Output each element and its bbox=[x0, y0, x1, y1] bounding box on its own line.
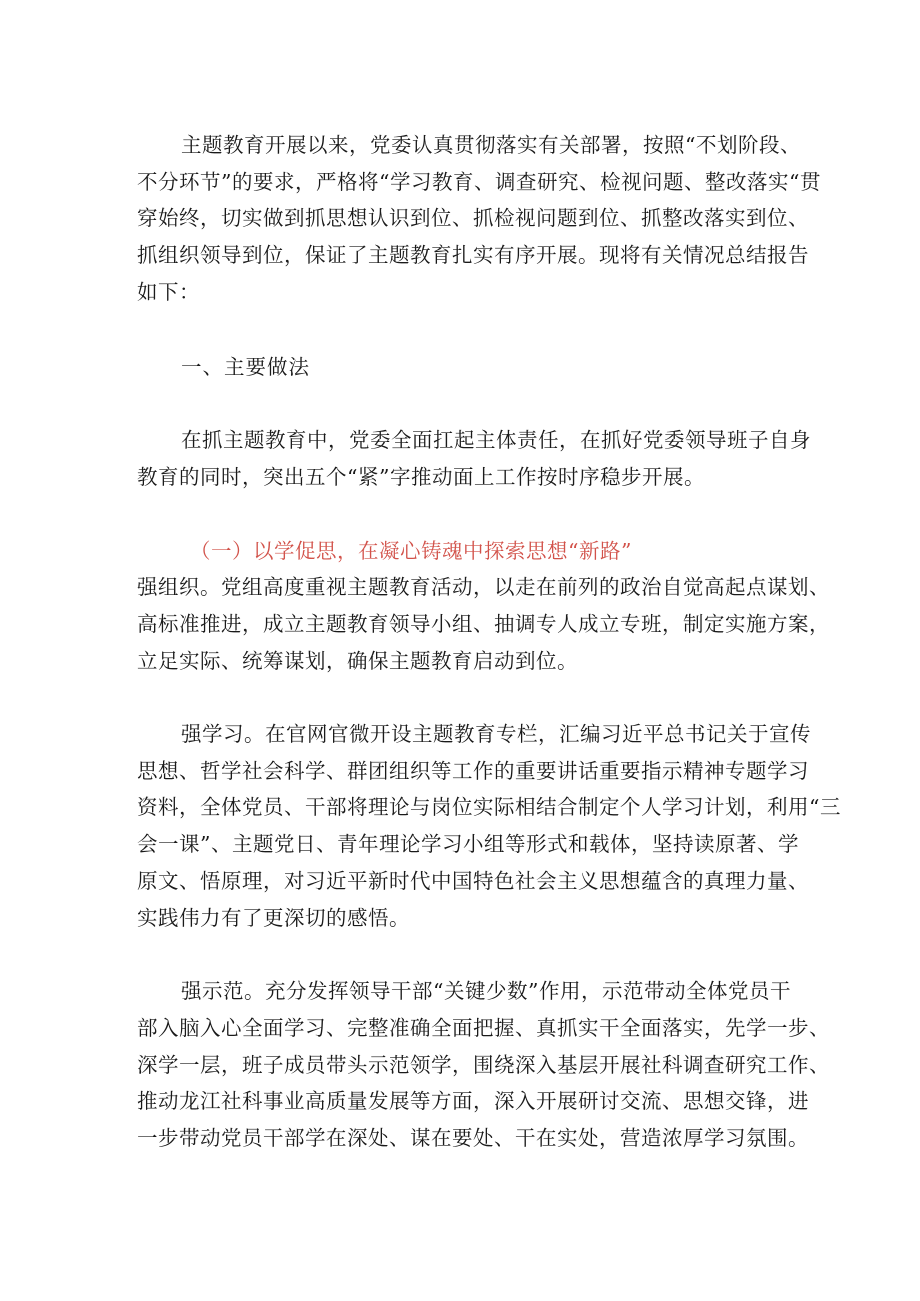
intro-line-1: 主题教育开展以来，党委认真贯彻落实有关部署，按照“不划阶段、 bbox=[181, 133, 801, 157]
xuexi-line-3: 资料，全体党员、干部将理论与岗位实际相结合制定个人学习计划，利用“三 bbox=[137, 795, 841, 819]
intro-line-3: 穿始终，切实做到抓思想认识到位、抓检视问题到位、抓整改落实到位、 bbox=[137, 206, 809, 230]
shifan-line-4: 推动龙江社科事业高质量发展等方面，深入开展研讨交流、思想交锋，进 bbox=[137, 1089, 809, 1113]
section1-line-2: 教育的同时，突出五个“紧”字推动面上工作按时序稳步开展。 bbox=[137, 465, 705, 489]
xuexi-line-5: 原文、悟原理，对习近平新时代中国特色社会主义思想蕴含的真理力量、 bbox=[137, 869, 809, 893]
section-heading-main-practices: 一、主要做法 bbox=[181, 355, 310, 379]
section1-line-1: 在抓主题教育中，党委全面扛起主体责任，在抓好党委领导班子自身 bbox=[181, 428, 811, 452]
shifan-line-5: 一步带动党员干部学在深处、谋在要处、干在实处，营造浓厚学习氛围。 bbox=[137, 1126, 809, 1150]
xuexi-line-2: 思想、哲学社会科学、群团组织等工作的重要讲话重要指示精神专题学习 bbox=[137, 759, 809, 783]
intro-line-4: 抓组织领导到位，保证了主题教育扎实有序开展。现将有关情况总结报告 bbox=[137, 243, 809, 267]
zuzhi-line-3: 立足实际、统筹谋划，确保主题教育启动到位。 bbox=[137, 649, 578, 673]
xuexi-line-4: 会一课”、主题党日、青年理论学习小组等形式和载体，坚持读原著、学 bbox=[137, 832, 799, 856]
intro-line-2: 不分环节”的要求，严格将“学习教育、调查研究、检视问题、整改落实“贯 bbox=[137, 170, 821, 194]
xuexi-line-1: 强学习。在官网官微开设主题教育专栏，汇编习近平总书记关于宣传 bbox=[181, 722, 811, 746]
shifan-line-3: 深学一层，班子成员带头示范领学，围绕深入基层开展社科调查研究工作、 bbox=[137, 1053, 830, 1077]
zuzhi-line-2: 高标准推进，成立主题教育领导小组、抽调专人成立专班，制定实施方案， bbox=[137, 612, 830, 636]
xuexi-line-6: 实践伟力有了更深切的感悟。 bbox=[137, 906, 410, 930]
subsection-heading-1: （一）以学促思，在凝心铸魂中探索思想“新路” bbox=[190, 539, 632, 563]
shifan-line-2: 部入脑入心全面学习、完整准确全面把握、真抓实干全面落实，先学一步、 bbox=[137, 1016, 830, 1040]
zuzhi-line-1: 强组织。党组高度重视主题教育活动，以走在前列的政治自觉高起点谋划、 bbox=[137, 575, 830, 599]
intro-line-5: 如下： bbox=[137, 280, 200, 304]
shifan-line-1: 强示范。充分发挥领导干部“关键少数”作用，示范带动全体党员干 bbox=[181, 979, 791, 1003]
